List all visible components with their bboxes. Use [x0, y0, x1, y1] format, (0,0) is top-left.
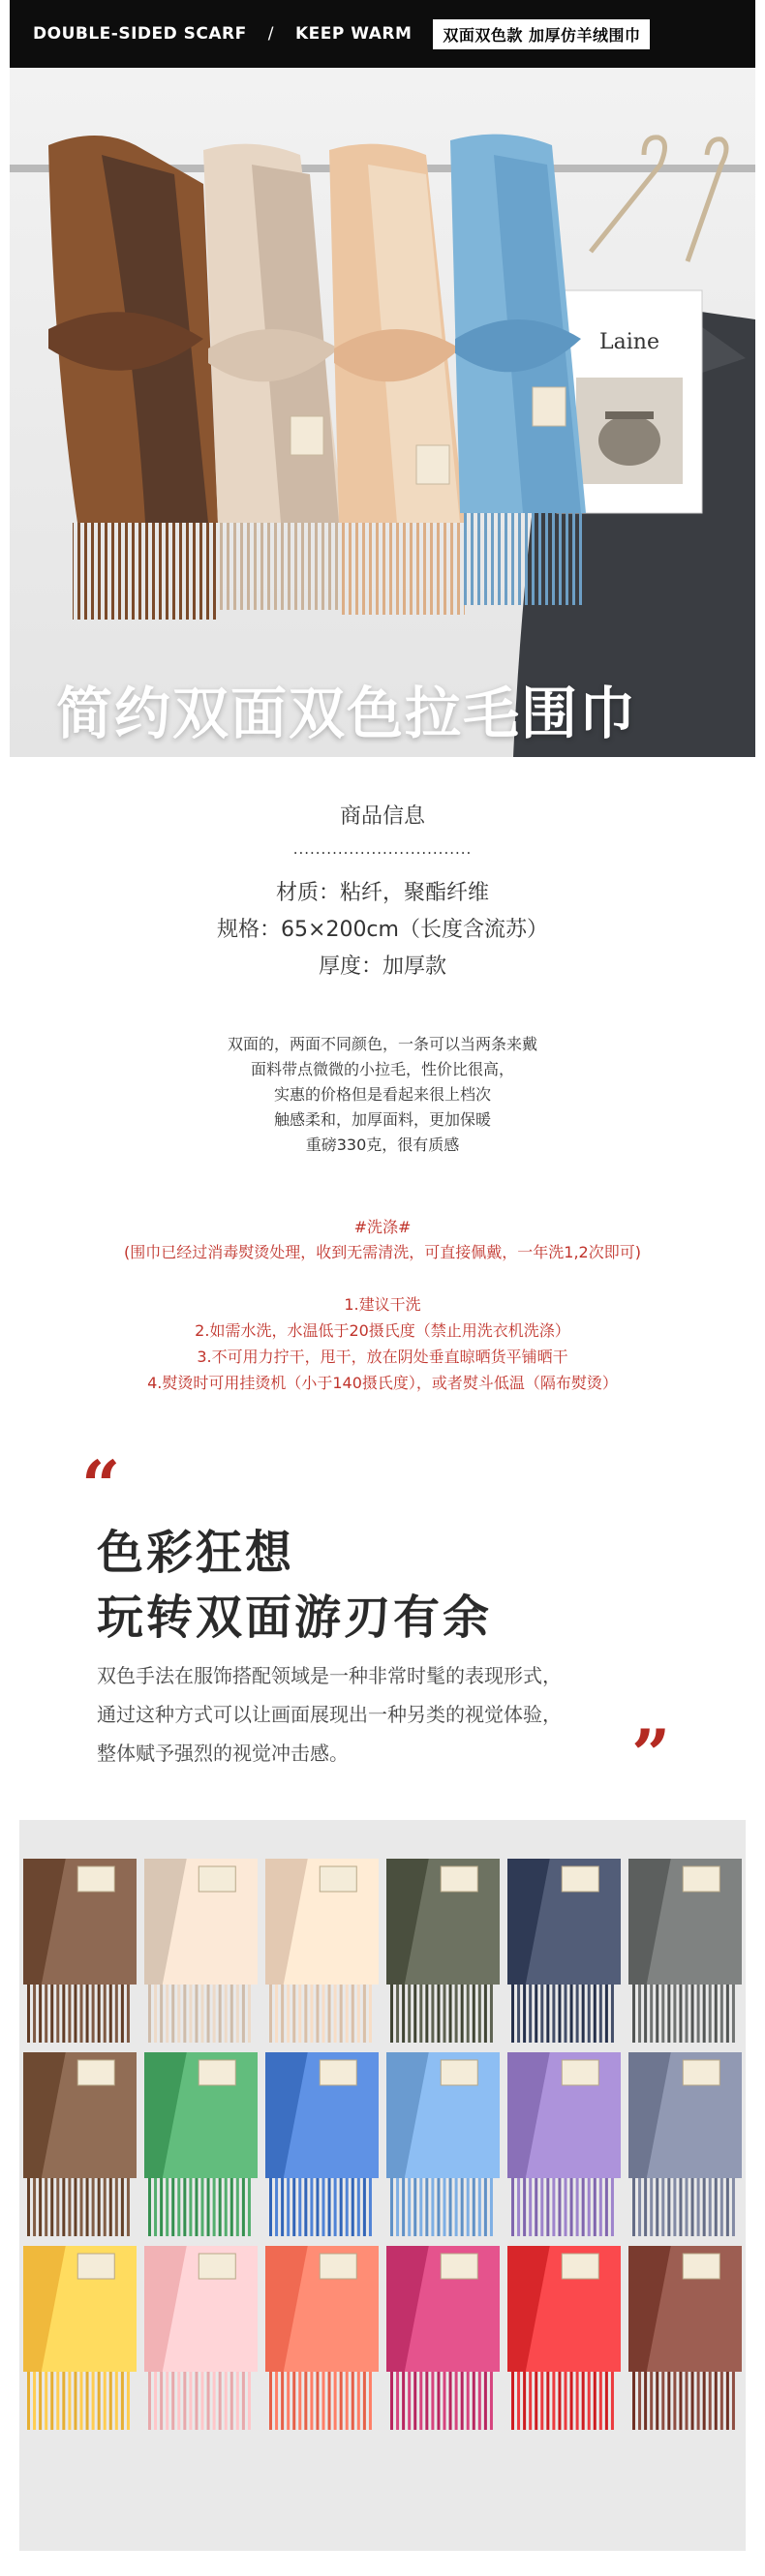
description-line: 双面的，两面不同颜色，一条可以当两条来戴	[227, 1035, 537, 1053]
hero-sign-text: Laine	[599, 330, 659, 354]
scarf-swatch	[23, 2246, 137, 2430]
quote-heading-1: 色彩狂想	[97, 1526, 295, 1580]
scarf-swatch	[507, 1859, 621, 2043]
description-line: 面料带点微微的小拉毛，性价比很高，	[250, 1060, 514, 1078]
hero-photo	[10, 68, 755, 757]
scarf-swatch	[386, 2246, 500, 2430]
scarf-swatch	[507, 2052, 621, 2236]
washing-title: #洗涤#	[353, 1218, 412, 1236]
quote-open-mark: “	[81, 1445, 121, 1526]
header-separator: /	[267, 24, 274, 44]
washing-item: 2.如需水洗，水温低于20摄氏度（禁止用洗衣机洗涤）	[195, 1321, 570, 1340]
quote-line: 整体赋予强烈的视觉冲击感。	[97, 1742, 349, 1765]
header-tag: 双面双色款 加厚仿羊绒围巾	[433, 19, 650, 49]
hero-illustration	[10, 68, 755, 757]
scarf-swatch	[23, 2052, 137, 2236]
scarf-brown	[48, 136, 218, 620]
dotted-divider: ................................	[292, 840, 473, 858]
header-banner	[10, 0, 755, 68]
quote-heading-2: 玩转双面游刃有余	[97, 1591, 493, 1645]
scarf-swatch	[265, 1859, 379, 2043]
washing-item: 4.熨烫时可用挂烫机（小于140摄氏度），或者熨斗低温（隔布熨烫）	[147, 1374, 618, 1392]
scarf-peach	[329, 144, 465, 615]
color-grid-photo	[19, 1820, 746, 2551]
scarf-swatch	[386, 1859, 500, 2043]
header-label-keep-warm: KEEP WARM	[294, 24, 413, 44]
scarf-swatch	[144, 2052, 258, 2236]
scarf-beige	[203, 144, 344, 610]
description-line: 重磅330克，很有质感	[305, 1136, 460, 1154]
quote-line: 双色手法在服饰搭配领域是一种非常时髦的表现形式，	[97, 1664, 562, 1687]
spec-material: 材质：粘纤，聚酯纤维	[275, 881, 489, 905]
washing-item: 1.建议干洗	[344, 1295, 421, 1314]
product-info-title: 商品信息	[339, 804, 425, 829]
washing-note: (围巾已经过消毒熨烫处理，收到无需清洗，可直接佩戴，一年洗1,2次即可)	[124, 1243, 641, 1261]
color-grid-illustration	[19, 1820, 746, 2551]
scarf-swatch	[507, 2246, 621, 2430]
scarf-swatch	[386, 2052, 500, 2236]
header-label-double-sided: DOUBLE-SIDED SCARF	[33, 24, 247, 44]
quote-line: 通过这种方式可以让画面展现出一种另类的视觉体验，	[97, 1703, 562, 1726]
scarf-swatch	[628, 1859, 742, 2043]
spec-size: 规格：65×200cm（长度含流苏）	[217, 918, 548, 942]
scarf-swatch	[265, 2246, 379, 2430]
scarf-swatch	[144, 2246, 258, 2430]
scarf-swatch	[628, 2246, 742, 2430]
scarf-swatch	[265, 2052, 379, 2236]
hero-title: 简约双面双色拉毛围巾	[56, 681, 638, 746]
scarf-swatch	[23, 1859, 137, 2043]
quote-close-mark: ”	[631, 1714, 671, 1795]
scarf-swatch	[144, 1859, 258, 2043]
description-line: 触感柔和，加厚面料，更加保暖	[273, 1110, 491, 1129]
spec-thickness: 厚度：加厚款	[318, 955, 446, 979]
scarf-swatch	[628, 2052, 742, 2236]
description-line: 实惠的价格但是看起来很上档次	[273, 1085, 491, 1104]
scarf-blue	[450, 135, 586, 605]
washing-item: 3.不可用力拧干，甩干，放在阴处垂直晾晒货平铺晒干	[197, 1348, 568, 1366]
